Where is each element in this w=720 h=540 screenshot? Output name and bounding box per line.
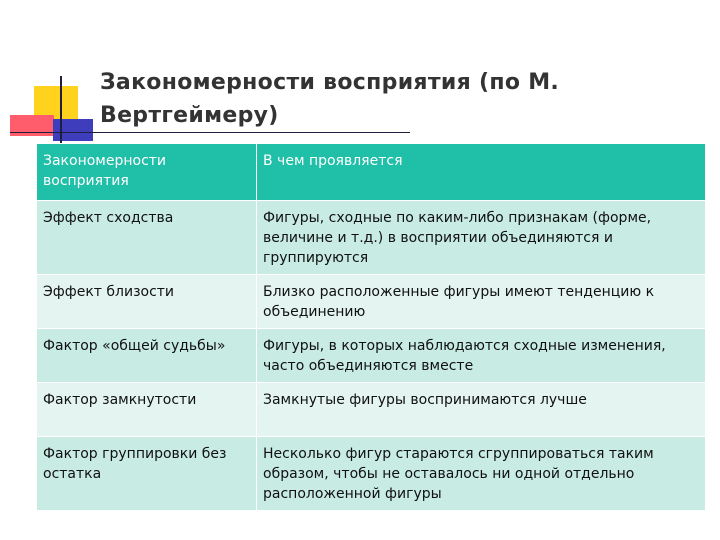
table-header-row (37, 144, 706, 201)
decorative-blue-bar (53, 119, 93, 141)
slide-title: Закономерности восприятия (по М. Вертгеймеру) (100, 70, 560, 128)
table-row (37, 437, 706, 511)
pattern-cell: Фактор группировки без остатка (37, 437, 257, 511)
pattern-cell: Эффект близости (37, 275, 257, 329)
pattern-cell: Фактор «общей судьбы» (37, 329, 257, 383)
manifestation-cell: Фигуры, сходные по каким-либо признакам (форме, величине и т.д.) в восприятии объединяются и группируются (257, 201, 706, 275)
pattern-cell: Эффект сходства (37, 201, 257, 275)
manifestation-cell: Близко расположенные фигуры имеют тенденцию к объединению (257, 275, 706, 329)
header-cell-pattern: Закономерности восприятия (37, 144, 257, 201)
decorative-horizontal-line (10, 132, 410, 133)
patterns-table-container (36, 143, 705, 511)
manifestation-cell: Фигуры, в которых наблюдаются сходные изменения, часто объединяются вместе (257, 329, 706, 383)
decorative-vertical-line (60, 76, 62, 146)
patterns-table (36, 143, 706, 511)
pattern-cell: Фактор замкнутости (37, 383, 257, 437)
table-row (37, 329, 706, 383)
manifestation-cell: Замкнутые фигуры воспринимаются лучше (257, 383, 706, 437)
manifestation-cell: Несколько фигур стараются сгруппироваться таким образом, чтобы не оставалось ни одной отдельно расположенной фигуры (257, 437, 706, 511)
table-row (37, 383, 706, 437)
table-row (37, 275, 706, 329)
table-row (37, 201, 706, 275)
header-cell-manifestation: В чем проявляется (257, 144, 706, 201)
